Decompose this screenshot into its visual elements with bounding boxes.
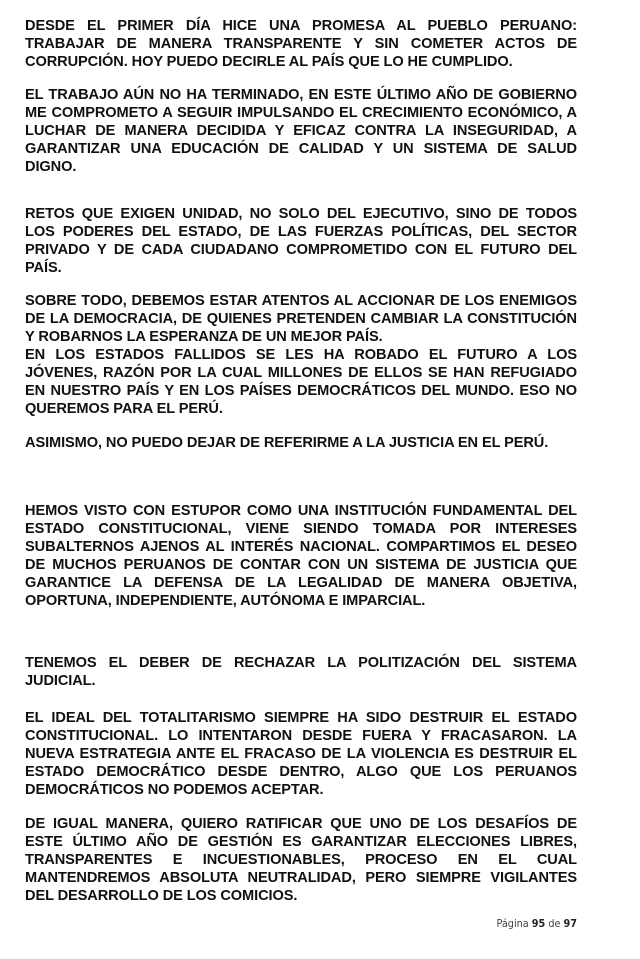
page-number-footer — [474, 917, 577, 930]
paragraph-challenges-unity: RETOS QUE EXIGEN UNIDAD, NO SOLO DEL EJECUTIVO, SINO DE TODOS LOS PODERES DEL ESTADO, DE LAS FUERZAS POLÍTICAS, DEL SECTOR PRIVADO Y DE CADA CIUDADANO COMPROMETIDO CON EL FUTURO DEL PAÍS. — [25, 206, 577, 277]
paragraph-work-not-finished: EL TRABAJO AÚN NO HA TERMINADO, EN ESTE ÚLTIMO AÑO DE GOBIERNO ME COMPROMETO A SEGUIR IMPULSANDO EL CRECIMIENTO ECONÓMICO, A LUCHAR DE MANERA DECIDIDA Y EFICAZ CONTRA LA INSEGURIDAD, A GARANTIZAR UNA EDUCACIÓN DE CALIDAD Y UN SISTEMA DE SALUD DIGNO. — [25, 87, 577, 176]
current-page-number: 95 — [531, 917, 546, 930]
paragraph-reject-politicization: TENEMOS EL DEBER DE RECHAZAR LA POLITIZACIÓN DEL SISTEMA JUDICIAL. — [25, 655, 577, 690]
paragraph-failed-states: EN LOS ESTADOS FALLIDOS SE LES HA ROBADO EL FUTURO A LOS JÓVENES, RAZÓN POR LA CUAL MILLONES DE ELLOS SE HAN REFUGIADO EN NUESTRO PAÍS Y EN LOS PAÍSES DEMOCRÁTICOS DEL MUNDO. ESO NO QUEREMOS PARA EL PERÚ. — [25, 347, 577, 418]
of-label: de — [548, 917, 561, 930]
paragraph-enemies-democracy: SOBRE TODO, DEBEMOS ESTAR ATENTOS AL ACCIONAR DE LOS ENEMIGOS DE LA DEMOCRACIA, DE QUIENES PRETENDEN CAMBIAR LA CONSTITUCIÓN Y ROBARNOS LA ESPERANZA DE UN MEJOR PAÍS. — [25, 293, 577, 346]
paragraph-free-elections: DE IGUAL MANERA, QUIERO RATIFICAR QUE UNO DE LOS DESAFÍOS DE ESTE ÚLTIMO AÑO DE GESTIÓN ES GARANTIZAR ELECCIONES LIBRES, TRANSPARENTES E INCUESTIONABLES, PROCESO EN EL CUAL MANTENDREMOS ABSOLUTA NEUTRALIDAD, PERO SIEMPRE VIGILANTES DEL DESARROLLO DE LOS COMICIOS. — [25, 816, 577, 905]
total-pages: 97 — [563, 917, 577, 930]
paragraph-totalitarianism: EL IDEAL DEL TOTALITARISMO SIEMPRE HA SIDO DESTRUIR EL ESTADO CONSTITUCIONAL. LO INTENTARON DESDE FUERA Y FRACASARON. LA NUEVA ESTRATEGIA ANTE EL FRACASO DE LA VIOLENCIA ES DESTRUIR EL ESTADO DEMOCRÁTICO DESDE DENTRO, ALGO QUE LOS PERUANOS DEMOCRÁTICOS NO PODEMOS ACEPTAR. — [25, 710, 577, 799]
paragraph-justice-institution: HEMOS VISTO CON ESTUPOR COMO UNA INSTITUCIÓN FUNDAMENTAL DEL ESTADO CONSTITUCIONAL, VIENE SIENDO TOMADA POR INTERESES SUBALTERNOS AJENOS AL INTERÉS NACIONAL. COMPARTIMOS EL DESEO DE MUCHOS PERUANOS DE CONTAR CON UN SISTEMA DE JUSTICIA QUE GARANTICE LA DEFENSA DE LA LEGALIDAD DE MANERA OBJETIVA, OPORTUNA, INDEPENDIENTE, AUTÓNOMA E IMPARCIAL. — [25, 503, 577, 610]
paragraph-justice-intro: ASIMISMO, NO PUEDO DEJAR DE REFERIRME A LA JUSTICIA EN EL PERÚ. — [25, 435, 549, 451]
page-label: Página — [496, 917, 529, 930]
paragraph-promise: DESDE EL PRIMER DÍA HICE UNA PROMESA AL PUEBLO PERUANO: TRABAJAR DE MANERA TRANSPARENTE Y SIN COMETER ACTOS DE CORRUPCIÓN. HOY PUEDO DECIRLE AL PAÍS QUE LO HE CUMPLIDO. — [25, 18, 577, 71]
